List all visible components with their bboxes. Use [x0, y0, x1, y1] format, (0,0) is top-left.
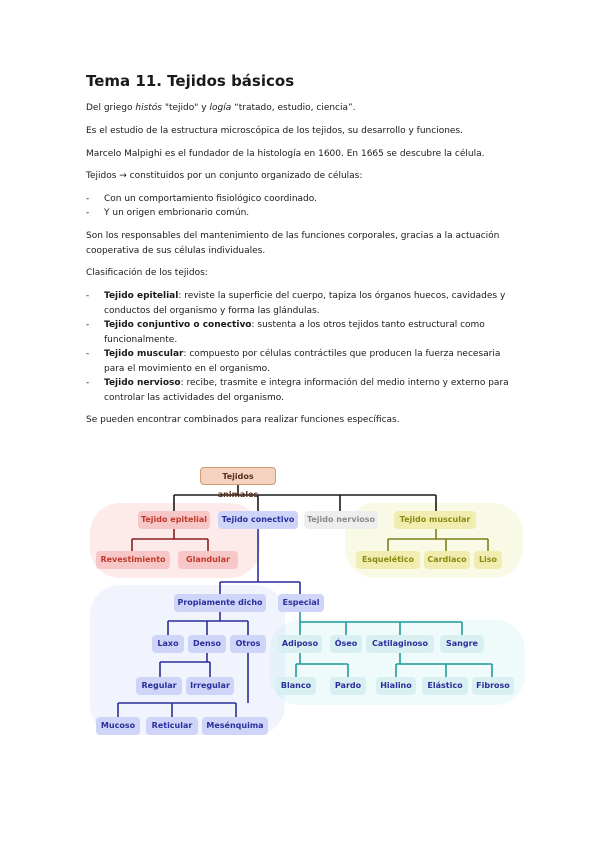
node-blanco: Blanco — [276, 677, 316, 695]
term-muscular: Tejido muscular — [104, 349, 184, 359]
list-item — [86, 289, 516, 318]
node-cartilaginoso: Catilaginoso — [366, 635, 434, 653]
clasificacion-heading: Clasificación de los tejidos: — [86, 268, 208, 278]
node-regular: Regular — [136, 677, 182, 695]
origin-histos: histós — [135, 103, 162, 113]
definition-paragraph: Es el estudio de la estructura microscópica de los tejidos, su desarrollo y funciones. — [86, 126, 463, 136]
node-laxo: Laxo — [152, 635, 184, 653]
node-tejido-epitelial: Tejido epitelial — [138, 511, 210, 529]
desc-nervioso: : recibe, trasmite e integra información del medio interno y externo para controlar las actividades del organismo. — [104, 378, 509, 403]
bullet-dash: - — [86, 349, 90, 359]
term-epitelial: Tejido epitelial — [104, 291, 179, 301]
term-conjuntivo: Tejido conjuntivo o conectivo — [104, 320, 252, 330]
tejidos-definition: Tejidos → constituidos por un conjunto organizado de células: — [86, 171, 363, 181]
responsables-paragraph: Son los responsables del mantenimiento de las funciones corporales, gracias a la actuación cooperativa de sus células individuales. — [86, 231, 500, 256]
desc-muscular: : compuesto por células contráctiles que producen la fuerza necesaria para el movimiento en el organismo. — [104, 349, 501, 374]
origin-mid: "tejido" y — [161, 103, 210, 113]
node-esqueletico: Esquelético — [356, 551, 420, 569]
origin-post: “tratado, estudio, ciencia”. — [231, 103, 356, 113]
list-item — [86, 347, 516, 376]
node-fibroso: Fibroso — [472, 677, 514, 695]
node-tejido-conectivo: Tejido conectivo — [218, 511, 298, 529]
node-liso: Liso — [474, 551, 502, 569]
node-adiposo: Adiposo — [278, 635, 322, 653]
page-title: Tema 11. Tejidos básicos — [86, 72, 295, 90]
bullet-dash: - — [86, 194, 90, 204]
list-item-text: Y un origen embrionario común. — [104, 208, 250, 218]
node-reticular: Reticular — [146, 717, 198, 735]
desc-conjuntivo: : sustenta a los otros tejidos tanto estructural como funcionalmente. — [104, 320, 485, 345]
bullet-dash: - — [86, 208, 90, 218]
node-mucoso: Mucoso — [96, 717, 140, 735]
tissue-classification-diagram — [90, 455, 530, 755]
bullet-dash: - — [86, 291, 90, 301]
list-item — [86, 206, 516, 221]
node-propiamente-dicho: Propiamente dicho — [174, 594, 266, 612]
node-tejido-nervioso: Tejido nervioso — [304, 511, 378, 529]
malpighi-paragraph: Marcelo Malpighi es el fundador de la histología en 1600. En 1665 se descubre la célula. — [86, 149, 485, 159]
list-item — [86, 192, 516, 207]
node-revestimiento: Revestimiento — [96, 551, 170, 569]
node-cardiaco: Cardiaco — [424, 551, 470, 569]
list-item-text: Con un comportamiento fisiológico coordinado. — [104, 194, 317, 204]
node-pardo: Pardo — [330, 677, 366, 695]
list-item — [86, 318, 516, 347]
node-sangre: Sangre — [440, 635, 484, 653]
origin-pre: Del griego — [86, 103, 136, 113]
node-denso: Denso — [188, 635, 226, 653]
node-especial: Especial — [278, 594, 324, 612]
list-item — [86, 376, 516, 405]
bullet-dash: - — [86, 320, 90, 330]
node-tejidos-animales: Tejidos animales — [200, 467, 276, 485]
node-hialino: Hialino — [376, 677, 416, 695]
closing-paragraph: Se pueden encontrar combinados para realizar funciones específicas. — [86, 415, 400, 425]
node-elastico: Elástico — [422, 677, 468, 695]
node-oseo: Óseo — [330, 635, 362, 653]
node-tejido-muscular: Tejido muscular — [394, 511, 476, 529]
term-nervioso: Tejido nervioso — [104, 378, 181, 388]
node-glandular: Glandular — [178, 551, 238, 569]
node-irregular: Irregular — [186, 677, 234, 695]
origin-paragraph — [86, 101, 516, 116]
node-mesenquima: Mesénquima — [202, 717, 268, 735]
origin-logia: logía — [209, 103, 232, 113]
node-otros: Otros — [230, 635, 266, 653]
desc-epitelial: : reviste la superficie del cuerpo, tapiza los órganos huecos, cavidades y conductos del organismo y forma las glándulas. — [104, 291, 506, 316]
bullet-dash: - — [86, 378, 90, 388]
